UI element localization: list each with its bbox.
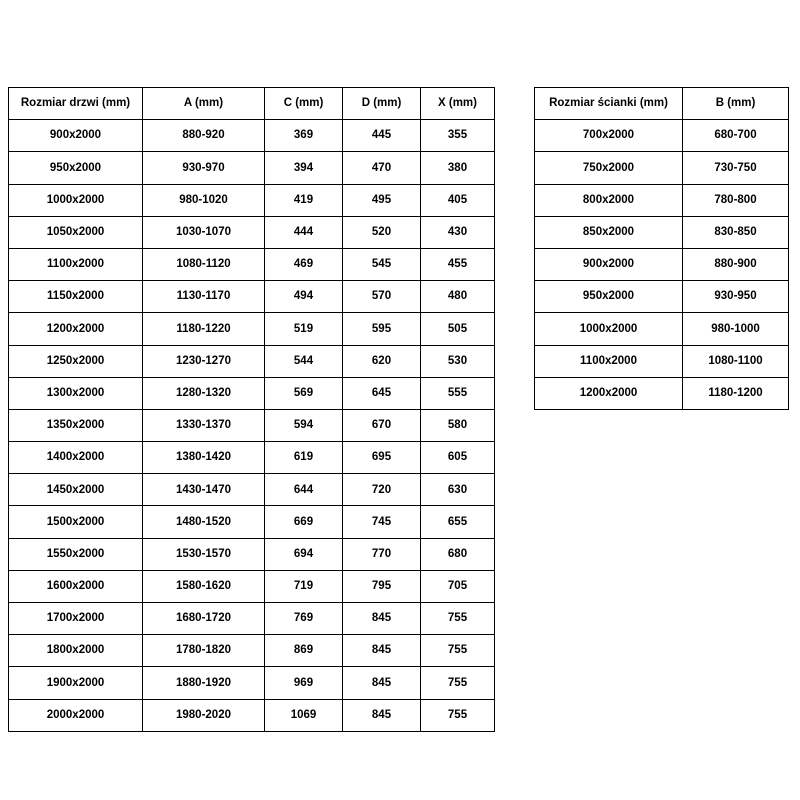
column-header-wall-size: Rozmiar ścianki (mm) [535, 88, 683, 120]
table-row [535, 184, 789, 216]
cell-a: 1880-1920 [143, 667, 265, 699]
cell-d: 595 [343, 313, 421, 345]
cell-x: 455 [421, 248, 495, 280]
walls-size-table [534, 87, 789, 410]
cell-door-size: 1700x2000 [9, 603, 143, 635]
cell-wall-size: 900x2000 [535, 248, 683, 280]
cell-wall-size: 700x2000 [535, 120, 683, 152]
cell-door-size: 950x2000 [9, 152, 143, 184]
table-row [535, 281, 789, 313]
cell-a: 980-1020 [143, 184, 265, 216]
cell-d: 645 [343, 377, 421, 409]
cell-door-size: 2000x2000 [9, 699, 143, 731]
cell-d: 745 [343, 506, 421, 538]
cell-x: 530 [421, 345, 495, 377]
cell-wall-size: 1100x2000 [535, 345, 683, 377]
cell-x: 405 [421, 184, 495, 216]
cell-d: 670 [343, 409, 421, 441]
cell-c: 494 [265, 281, 343, 313]
cell-x: 705 [421, 570, 495, 602]
table-row [535, 313, 789, 345]
cell-c: 419 [265, 184, 343, 216]
cell-door-size: 1000x2000 [9, 184, 143, 216]
cell-a: 1580-1620 [143, 570, 265, 602]
table-header-row [9, 88, 495, 120]
cell-x: 755 [421, 603, 495, 635]
cell-a: 1230-1270 [143, 345, 265, 377]
cell-c: 544 [265, 345, 343, 377]
table-row [9, 474, 495, 506]
walls-table-body [535, 120, 789, 410]
cell-c: 1069 [265, 699, 343, 731]
table-row [9, 248, 495, 280]
cell-door-size: 1200x2000 [9, 313, 143, 345]
cell-x: 755 [421, 699, 495, 731]
cell-d: 845 [343, 699, 421, 731]
cell-wall-size: 750x2000 [535, 152, 683, 184]
cell-a: 1380-1420 [143, 442, 265, 474]
cell-c: 594 [265, 409, 343, 441]
cell-c: 444 [265, 216, 343, 248]
cell-d: 620 [343, 345, 421, 377]
cell-door-size: 900x2000 [9, 120, 143, 152]
cell-b: 780-800 [683, 184, 789, 216]
cell-a: 1030-1070 [143, 216, 265, 248]
table-row [535, 120, 789, 152]
cell-c: 669 [265, 506, 343, 538]
column-header-c: C (mm) [265, 88, 343, 120]
cell-a: 1280-1320 [143, 377, 265, 409]
cell-c: 694 [265, 538, 343, 570]
doors-size-table [8, 87, 495, 732]
cell-x: 355 [421, 120, 495, 152]
cell-d: 845 [343, 667, 421, 699]
table-row [9, 442, 495, 474]
cell-door-size: 1100x2000 [9, 248, 143, 280]
cell-b: 730-750 [683, 152, 789, 184]
column-header-a: A (mm) [143, 88, 265, 120]
table-row [535, 345, 789, 377]
cell-door-size: 1300x2000 [9, 377, 143, 409]
cell-a: 1780-1820 [143, 635, 265, 667]
cell-c: 644 [265, 474, 343, 506]
cell-wall-size: 850x2000 [535, 216, 683, 248]
cell-c: 769 [265, 603, 343, 635]
cell-door-size: 1400x2000 [9, 442, 143, 474]
cell-wall-size: 800x2000 [535, 184, 683, 216]
table-row [9, 216, 495, 248]
doors-size-table-container [8, 87, 495, 732]
table-row [535, 216, 789, 248]
table-row [9, 603, 495, 635]
cell-x: 630 [421, 474, 495, 506]
cell-d: 445 [343, 120, 421, 152]
cell-c: 369 [265, 120, 343, 152]
cell-wall-size: 1200x2000 [535, 377, 683, 409]
cell-a: 1430-1470 [143, 474, 265, 506]
cell-x: 680 [421, 538, 495, 570]
doors-table-body [9, 120, 495, 732]
table-row [9, 281, 495, 313]
cell-d: 520 [343, 216, 421, 248]
cell-b: 1180-1200 [683, 377, 789, 409]
table-row [9, 184, 495, 216]
cell-x: 505 [421, 313, 495, 345]
cell-x: 755 [421, 667, 495, 699]
table-row [9, 506, 495, 538]
column-header-door-size: Rozmiar drzwi (mm) [9, 88, 143, 120]
cell-a: 1980-2020 [143, 699, 265, 731]
cell-d: 470 [343, 152, 421, 184]
cell-x: 605 [421, 442, 495, 474]
cell-d: 845 [343, 603, 421, 635]
column-header-d: D (mm) [343, 88, 421, 120]
cell-x: 480 [421, 281, 495, 313]
cell-door-size: 1150x2000 [9, 281, 143, 313]
cell-c: 569 [265, 377, 343, 409]
table-row [9, 409, 495, 441]
table-row [9, 570, 495, 602]
table-row [9, 345, 495, 377]
cell-b: 980-1000 [683, 313, 789, 345]
cell-b: 880-900 [683, 248, 789, 280]
cell-door-size: 1900x2000 [9, 667, 143, 699]
cell-door-size: 1550x2000 [9, 538, 143, 570]
table-row [9, 120, 495, 152]
table-row [9, 667, 495, 699]
cell-wall-size: 1000x2000 [535, 313, 683, 345]
column-header-x: X (mm) [421, 88, 495, 120]
cell-c: 719 [265, 570, 343, 602]
column-header-b: B (mm) [683, 88, 789, 120]
table-row [9, 152, 495, 184]
cell-d: 845 [343, 635, 421, 667]
cell-door-size: 1450x2000 [9, 474, 143, 506]
cell-x: 430 [421, 216, 495, 248]
cell-a: 1180-1220 [143, 313, 265, 345]
cell-door-size: 1500x2000 [9, 506, 143, 538]
table-header-row [535, 88, 789, 120]
cell-d: 770 [343, 538, 421, 570]
cell-c: 619 [265, 442, 343, 474]
cell-c: 869 [265, 635, 343, 667]
cell-a: 1080-1120 [143, 248, 265, 280]
table-row [9, 635, 495, 667]
cell-b: 930-950 [683, 281, 789, 313]
cell-c: 394 [265, 152, 343, 184]
cell-b: 1080-1100 [683, 345, 789, 377]
cell-a: 1130-1170 [143, 281, 265, 313]
cell-x: 655 [421, 506, 495, 538]
cell-a: 1480-1520 [143, 506, 265, 538]
cell-a: 1680-1720 [143, 603, 265, 635]
cell-d: 570 [343, 281, 421, 313]
cell-c: 519 [265, 313, 343, 345]
cell-door-size: 1800x2000 [9, 635, 143, 667]
cell-a: 1530-1570 [143, 538, 265, 570]
cell-x: 580 [421, 409, 495, 441]
cell-c: 469 [265, 248, 343, 280]
cell-x: 755 [421, 635, 495, 667]
table-row [535, 377, 789, 409]
cell-a: 1330-1370 [143, 409, 265, 441]
table-row [9, 538, 495, 570]
cell-d: 495 [343, 184, 421, 216]
table-row [535, 248, 789, 280]
cell-door-size: 1050x2000 [9, 216, 143, 248]
cell-b: 830-850 [683, 216, 789, 248]
table-row [9, 313, 495, 345]
cell-x: 380 [421, 152, 495, 184]
cell-x: 555 [421, 377, 495, 409]
walls-size-table-container [534, 87, 789, 410]
cell-d: 695 [343, 442, 421, 474]
table-row [9, 699, 495, 731]
cell-d: 720 [343, 474, 421, 506]
cell-door-size: 1250x2000 [9, 345, 143, 377]
cell-door-size: 1350x2000 [9, 409, 143, 441]
cell-b: 680-700 [683, 120, 789, 152]
table-row [535, 152, 789, 184]
cell-a: 880-920 [143, 120, 265, 152]
cell-c: 969 [265, 667, 343, 699]
cell-d: 795 [343, 570, 421, 602]
table-row [9, 377, 495, 409]
cell-a: 930-970 [143, 152, 265, 184]
cell-d: 545 [343, 248, 421, 280]
cell-wall-size: 950x2000 [535, 281, 683, 313]
cell-door-size: 1600x2000 [9, 570, 143, 602]
